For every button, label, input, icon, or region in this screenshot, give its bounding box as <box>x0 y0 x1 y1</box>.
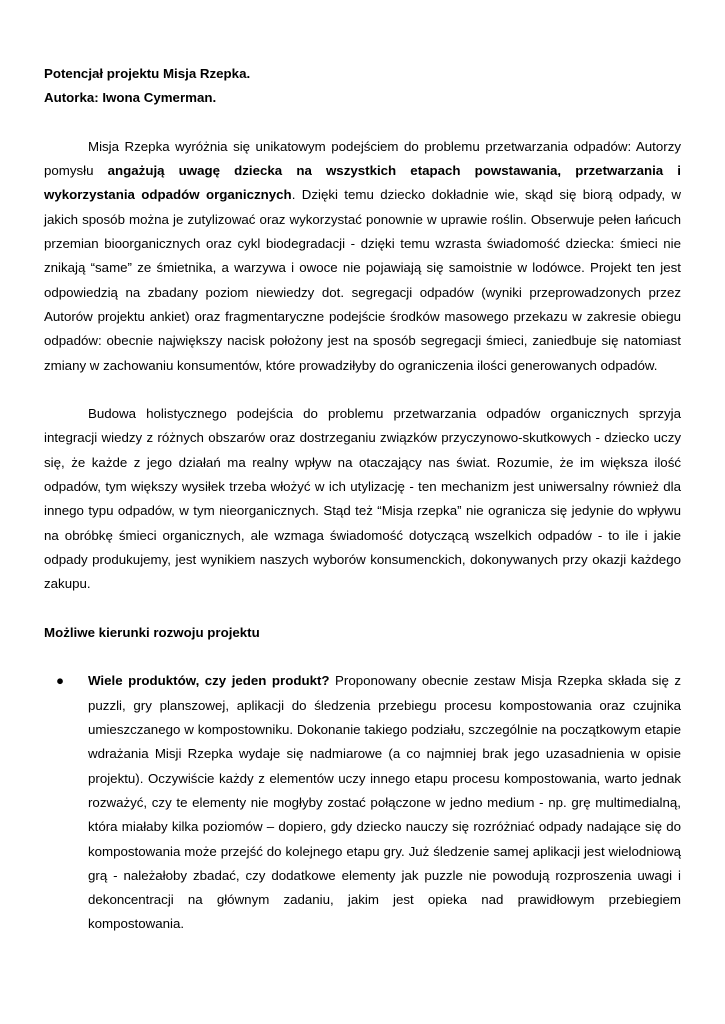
spacer <box>44 645 681 669</box>
paragraph-intro <box>44 135 681 378</box>
bullet-icon: ● <box>56 673 65 689</box>
document-author: Autorka: Iwona Cymerman. <box>44 90 217 106</box>
spacer <box>44 597 681 621</box>
list-item <box>44 669 681 936</box>
paragraph-intro-text-1: Misja Rzepka wyróżnia się unikatowym podejściem do problemu przetwarzania odpadów: Autorzy pomysłu <box>44 138 681 179</box>
document-page <box>44 62 681 937</box>
list-item-text: Proponowany obecnie zestaw Misja Rzepka składa się z puzzli, gry planszowej, aplikacji do śledzenia przebiegu procesu kompostowania oraz czujnika umieszczanego w kompostowniku. Dokonanie takiego podziału, szczególnie na początkowym etapie wdrażania Misji Rzepka wydaje się nadmiarowe (a co najmniej brak jego uzasadnienia w opisie projektu). Oczywiście każdy z elementów uczy innego etapu procesu kompostowania, warto jednak rozważyć, czy te elementy nie mogłyby zostać połączone w jedno medium - np. grę multimedialną, która miałaby kilka poziomów – dopiero, gdy dziecko nauczy się rozróżniać odpady nadające się do kompostowania może przejść do kolejnego etapu gry. Już śledzenie samej aplikacji jest wielodniową grą - należałoby zbadać, czy dodatkowe elementy jak puzzle nie powodują rozproszenia uwagi i dekoncentracji na głównym zadaniu, jakim jest opieka nad prawidłowym przebiegiem kompostowania. <box>88 673 681 932</box>
document-title: Potencjał projektu Misja Rzepka. <box>44 66 251 81</box>
paragraph-intro-bold: angażują uwagę dziecka na wszystkich etapach powstawania, przetwarzania i wykorzystania odpadów organicznych <box>44 163 681 203</box>
directions-list <box>44 669 681 936</box>
paragraph-holistic: Budowa holistycznego podejścia do problemu przetwarzania odpadów organicznych sprzyja integracji wiedzy z różnych obszarów oraz dostrzeganiu związków przyczynowo-skutkowych - dziecko uczy się, że każde z jego działań ma realny wpływ na otaczający nas świat. Rozumie, że im większa ilość odpadów, tym większy wysiłek trzeba włożyć w ich utylizację - ten mechanizm jest uniwersalny również dla innego typu odpadów, w tym nieorganicznych. Stąd też “Misja rzepka” nie ogranicza się jedynie do wpływu na obróbkę śmieci organicznych, ale wzmaga świadomość dotyczącą wszelkich odpadów - to ile i jakie odpady produkujemy, jest wynikiem naszych wyborów konsumenckich, dokonywanych przy okazji każdego zakupu. <box>44 406 681 592</box>
list-item-bold: Wiele produktów, czy jeden produkt? <box>88 673 330 689</box>
paragraph-intro-text-2: . Dzięki temu dziecko dokładnie wie, skąd się biorą odpady, w jakich sposób można je zutylizować oraz wykorzystać ponownie w uprawie roślin. Obserwuje pełen łańcuch przemian bioorganicznych oraz cykl biodegradacji - dzięki temu wzrasta świadomość dziecka: śmieci nie znikają “same” ze śmietnika, a warzywa i owoce nie pojawiają się samoistnie w lodówce. Projekt ten jest odpowiedzią na zbadany poziom niewiedzy dot. segregacji odpadów (wyniki przeprowadzonych przez Autorów projektu ankiet) oraz fragmentaryczne podejście środków masowego przekazu w zakresie obiegu odpadów: obecnie największy nacisk położony jest na sposób segregacji śmieci, zaniedbuje się natomiast zmiany w zachowaniu konsumentów, które prowadziłyby do ograniczenia ilości generowanych odpadów. <box>44 187 681 373</box>
spacer <box>44 378 681 402</box>
spacer <box>44 111 681 135</box>
section-title: Możliwe kierunki rozwoju projektu <box>44 624 260 640</box>
